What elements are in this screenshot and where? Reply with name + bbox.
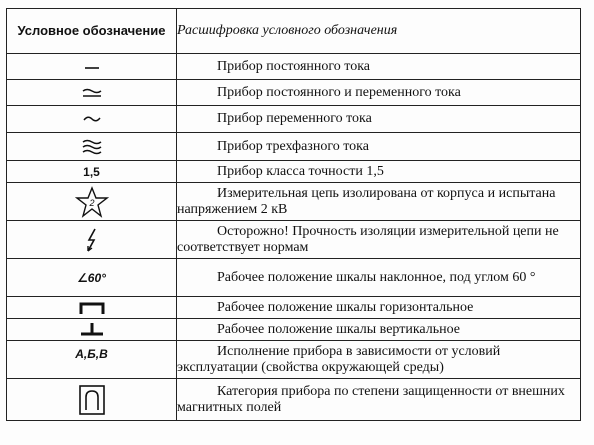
table-row <box>7 379 581 421</box>
table-row <box>7 161 581 183</box>
three-phase-icon <box>77 137 107 157</box>
description-cell: Прибор класса точности 1,5 <box>177 161 581 183</box>
table-row <box>7 297 581 319</box>
legend-table <box>6 8 581 421</box>
header-row <box>7 9 581 54</box>
table-row <box>7 341 581 379</box>
table-row <box>7 183 581 221</box>
description-cell: Рабочее положение шкалы вертикальное <box>177 319 581 341</box>
table-row <box>7 221 581 259</box>
description-cell: Исполнение прибора в зависимости от условий эксплуатации (свойства окружающей среды) <box>177 341 581 379</box>
description-cell: Прибор постоянного и переменного тока <box>177 80 581 106</box>
description-cell: Прибор трехфазного тока <box>177 133 581 161</box>
magnetic-shield-icon <box>77 383 107 417</box>
symbol-cell <box>7 319 177 341</box>
symbol-cell <box>7 379 177 421</box>
ac-wave-icon <box>77 112 107 126</box>
vertical-position-icon <box>77 321 107 339</box>
description-cell: Рабочее положение шкалы наклонное, под углом 60 ° <box>177 259 581 297</box>
description-cell: Рабочее положение шкалы горизонтальное <box>177 297 581 319</box>
description-cell: Категория прибора по степени защищенности от внешних магнитных полей <box>177 379 581 421</box>
dc-line-icon <box>77 60 107 74</box>
description-cell: Прибор переменного тока <box>177 106 581 133</box>
star-2-icon <box>75 186 109 218</box>
symbol-cell <box>7 80 177 106</box>
table-row <box>7 106 581 133</box>
symbol-cell <box>7 297 177 319</box>
star-test-voltage-label: 2 <box>88 197 95 208</box>
accuracy-class-symbol: 1,5 <box>83 164 100 179</box>
horizontal-position-icon <box>77 300 107 316</box>
table-row <box>7 259 581 297</box>
description-column-header: Расшифровка условного обозначения <box>177 9 581 54</box>
lightning-icon <box>80 227 104 253</box>
ac-dc-icon <box>77 85 107 101</box>
symbol-cell <box>7 161 177 183</box>
table-row <box>7 319 581 341</box>
description-cell: Прибор постоянного тока <box>177 54 581 80</box>
description-cell: Осторожно! Прочность изоляции измерительной цепи не соответствует нормам <box>177 221 581 259</box>
climatic-version-symbol: А,Б,В <box>75 347 108 361</box>
symbol-cell <box>7 259 177 297</box>
symbol-column-header: Условное обозначение <box>7 9 177 54</box>
symbol-cell <box>7 183 177 221</box>
description-cell: Измерительная цепь изолирована от корпуса и испытана напряжением 2 кВ <box>177 183 581 221</box>
symbol-cell <box>7 341 177 379</box>
symbol-cell <box>7 54 177 80</box>
symbol-cell <box>7 221 177 259</box>
symbol-cell <box>7 106 177 133</box>
inclined-position-symbol: ∠60° <box>77 270 106 285</box>
table-row <box>7 80 581 106</box>
table-row <box>7 54 581 80</box>
symbol-cell <box>7 133 177 161</box>
table-row <box>7 133 581 161</box>
